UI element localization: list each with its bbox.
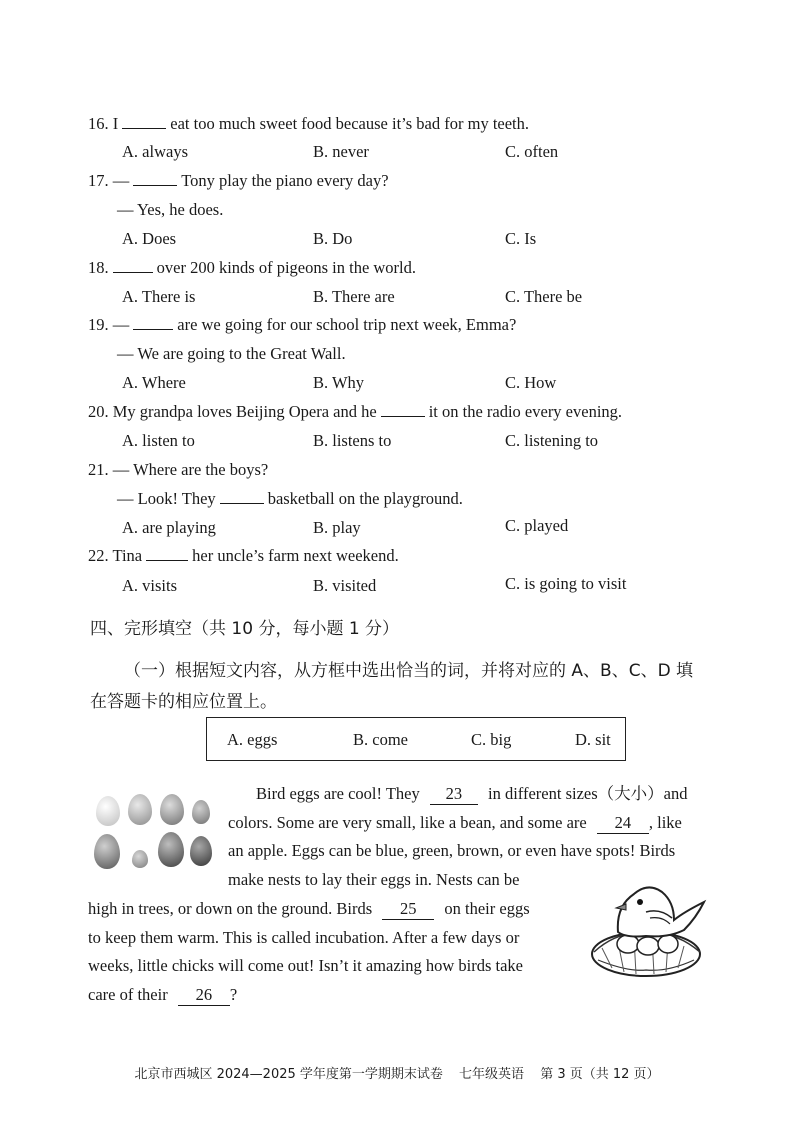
passage-text: ? [229, 985, 238, 1004]
question-text: My grandpa loves Beijing Opera and he [112, 402, 377, 421]
page-footer [0, 1063, 794, 1082]
question-number: 16. [88, 114, 109, 133]
question-text: — [112, 171, 130, 190]
question-number: 18. [88, 258, 109, 277]
passage-text: high in trees, or down on the ground. Birds [88, 899, 373, 918]
passage-line: to keep them warm. This is called incubation. After a few days or [88, 928, 520, 947]
blank-25: 25 [382, 899, 434, 920]
answer-blank [133, 171, 177, 186]
option-a: A. There is [122, 287, 196, 306]
answer-blank [122, 114, 166, 129]
answer-blank [146, 546, 188, 561]
question-19-reply: — We are going to the Great Wall. [117, 344, 346, 363]
question-text: I [112, 114, 119, 133]
question-text: her uncle’s farm next weekend. [192, 546, 399, 565]
question-text: over 200 kinds of pigeons in the world. [156, 258, 417, 277]
question-21-line2 [117, 489, 463, 509]
answer-blank [220, 489, 264, 504]
question-number: 19. [88, 315, 109, 334]
question-text: — Look! They [117, 489, 216, 508]
option-a: A. Does [122, 229, 177, 248]
passage-line [228, 813, 682, 834]
option-a: A. listen to [122, 431, 195, 450]
question-text: are we going for our school trip next week, Emma? [177, 315, 517, 334]
question-text: — [112, 315, 130, 334]
answer-blank [381, 402, 425, 417]
option-b: B. never [313, 142, 369, 161]
word-option-b: B. come [353, 730, 408, 749]
passage-line [88, 985, 237, 1006]
option-a: A. Where [122, 373, 186, 392]
option-c: C. Is [505, 229, 537, 248]
answer-blank [113, 258, 153, 273]
option-c: C. There be [505, 287, 583, 306]
passage-line: make nests to lay their eggs in. Nests can be [228, 870, 520, 889]
word-option-a: A. eggs [227, 730, 278, 749]
passage-line [88, 899, 530, 920]
passage-text: in different sizes（大小）and [487, 784, 688, 803]
option-c: C. often [505, 142, 559, 161]
blank-26: 26 [178, 985, 230, 1006]
question-number: 17. [88, 171, 109, 190]
option-b: B. listens to [313, 431, 392, 450]
word-box [206, 717, 626, 761]
passage-text: Bird eggs are cool! They [256, 784, 420, 803]
question-text: it on the radio every evening. [428, 402, 623, 421]
question-21 [88, 460, 268, 480]
question-text: Tina [112, 546, 143, 565]
option-b: B. There are [313, 287, 395, 306]
question-number: 21. [88, 460, 109, 479]
word-option-c: C. big [471, 730, 512, 749]
option-c: C. listening to [505, 431, 599, 450]
question-18 [88, 258, 416, 278]
blank-23: 23 [430, 784, 478, 805]
option-c: C. is going to visit [505, 574, 627, 593]
footer-subject: 七年级英语 [459, 1067, 525, 1082]
option-b: B. play [313, 518, 361, 537]
question-20 [88, 402, 622, 422]
option-a: A. always [122, 142, 188, 161]
passage-line: an apple. Eggs can be blue, green, brown, or even have spots! Birds [228, 841, 676, 860]
section-instruction: （一）根据短文内容，从方框中选出恰当的词，并将对应的 A、B、C、D 填 [124, 661, 694, 681]
question-17-reply: — Yes, he does. [117, 200, 224, 219]
option-a: A. visits [122, 576, 178, 595]
section-instruction-cont: 在答题卡的相应位置上。 [90, 692, 277, 712]
passage-line: weeks, little chicks will come out! Isn’t it amazing how birds take [88, 956, 524, 975]
question-number: 20. [88, 402, 109, 421]
question-19 [88, 315, 516, 335]
section-title: 四、完形填空（共 10 分，每小题 1 分） [90, 619, 400, 639]
passage-text: care of their [88, 985, 168, 1004]
passage-text: colors. Some are very small, like a bean, and some are [228, 813, 587, 832]
option-b: B. Why [313, 373, 365, 392]
question-text: eat too much sweet food because it’s bad for my teeth. [170, 114, 530, 133]
passage-text: on their eggs [444, 899, 530, 918]
footer-school: 北京市西城区 2024—2025 学年度第一学期期末试卷 [134, 1067, 443, 1082]
option-a: A. are playing [122, 518, 216, 537]
question-17 [88, 171, 389, 191]
passage-text: , like [648, 813, 682, 832]
blank-24: 24 [597, 813, 649, 834]
option-c: C. played [505, 516, 569, 535]
bird-nest-illustration [588, 872, 716, 984]
question-number: 22. [88, 546, 109, 565]
question-text: basketball on the playground. [267, 489, 463, 508]
question-16 [88, 114, 529, 134]
eggs-illustration [94, 792, 216, 872]
option-b: B. Do [313, 229, 353, 248]
option-b: B. visited [313, 576, 377, 595]
answer-blank [133, 315, 173, 330]
passage-line [256, 784, 687, 805]
question-text: — Where are the boys? [112, 460, 269, 479]
question-22 [88, 546, 399, 566]
question-text: Tony play the piano every day? [181, 171, 389, 190]
footer-page-number: 第 3 页（共 12 页） [540, 1067, 660, 1082]
word-option-d: D. sit [575, 730, 611, 749]
option-c: C. How [505, 373, 557, 392]
